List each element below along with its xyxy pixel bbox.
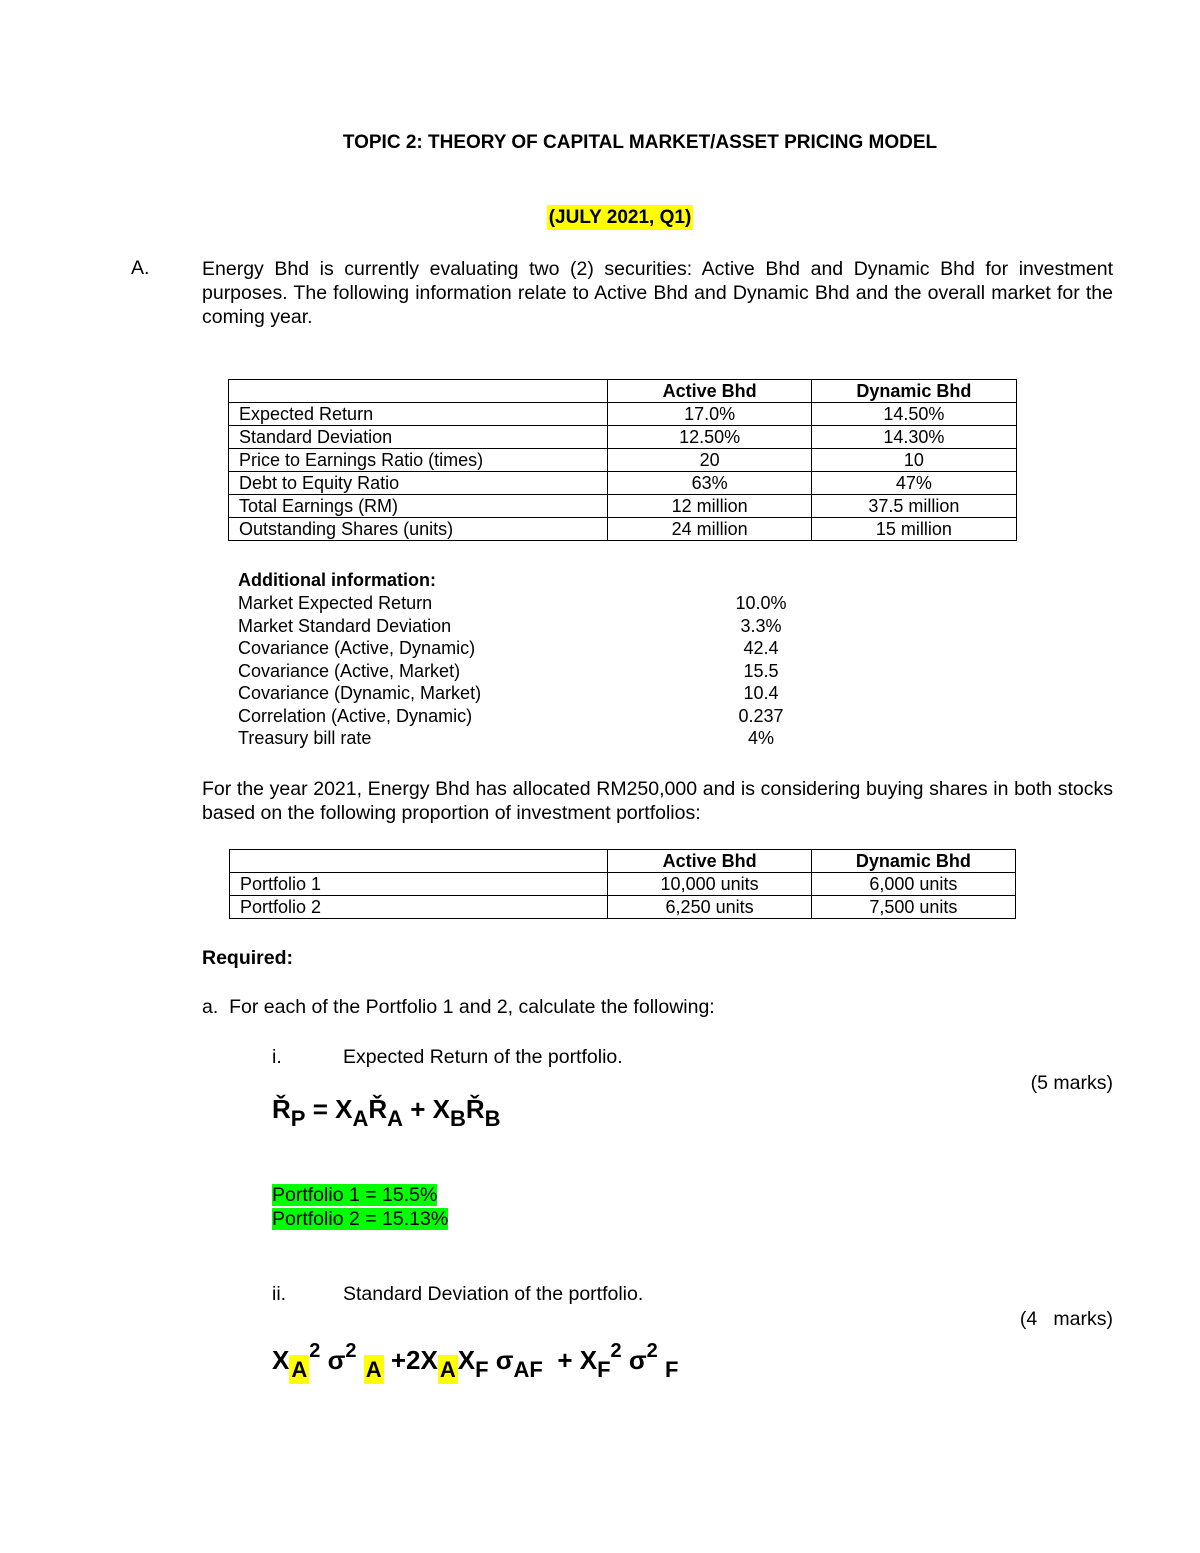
table-header-cell: Dynamic Bhd bbox=[811, 380, 1016, 403]
table-row bbox=[230, 896, 1016, 919]
table-header-row bbox=[230, 850, 1016, 873]
table-cell: 47% bbox=[811, 472, 1016, 495]
exam-reference bbox=[0, 207, 1200, 229]
table-row bbox=[229, 472, 1017, 495]
additional-info-heading: Additional information: bbox=[238, 570, 436, 590]
table-cell: 14.30% bbox=[811, 426, 1016, 449]
question-ii-text: Standard Deviation of the portfolio. bbox=[343, 1283, 644, 1305]
question-a: a. For each of the Portfolio 1 and 2, calculate the following: bbox=[202, 996, 715, 1018]
table-header-cell: Active Bhd bbox=[608, 850, 811, 873]
additional-info-label: Treasury bill rate bbox=[238, 728, 372, 748]
answer-portfolio-2: Portfolio 2 = 15.13% bbox=[272, 1208, 449, 1230]
table-cell: Portfolio 1 bbox=[230, 873, 608, 896]
additional-info-label: Covariance (Dynamic, Market) bbox=[238, 683, 482, 703]
section-marker: A. bbox=[131, 257, 150, 279]
table-cell: 10,000 units bbox=[608, 873, 811, 896]
question-i-marks: (5 marks) bbox=[1030, 1072, 1113, 1094]
table-header-cell: Dynamic Bhd bbox=[811, 850, 1015, 873]
table-cell: Portfolio 2 bbox=[230, 896, 608, 919]
question-i-text: Expected Return of the portfolio. bbox=[343, 1046, 623, 1068]
page-title: TOPIC 2: THEORY OF CAPITAL MARKET/ASSET PRICING MODEL bbox=[342, 132, 938, 153]
additional-info-value: 10.0% bbox=[735, 593, 787, 613]
table-cell: 12.50% bbox=[608, 426, 811, 449]
table-cell: Standard Deviation bbox=[229, 426, 608, 449]
table-cell: 24 million bbox=[608, 518, 811, 541]
allocation-text: For the year 2021, Energy Bhd has allocated RM250,000 and is considering buying shares in both stocks based on the following proportion of investment portfolios: bbox=[202, 778, 1113, 824]
additional-info-value: 0.237 bbox=[738, 706, 784, 726]
additional-info-label: Correlation (Active, Dynamic) bbox=[238, 706, 473, 726]
table-cell: 10 bbox=[811, 449, 1016, 472]
question-i-number: i. bbox=[272, 1046, 282, 1068]
table-cell: 6,000 units bbox=[811, 873, 1015, 896]
table-row bbox=[230, 873, 1016, 896]
required-heading: Required: bbox=[202, 947, 294, 969]
table-cell: 15 million bbox=[811, 518, 1016, 541]
additional-info-label: Market Expected Return bbox=[238, 593, 433, 613]
table-cell: Total Earnings (RM) bbox=[229, 495, 608, 518]
table-cell: 14.50% bbox=[811, 403, 1016, 426]
additional-info-label: Covariance (Active, Dynamic) bbox=[238, 638, 476, 658]
question-ii-marks: (4 marks) bbox=[1019, 1308, 1113, 1330]
answers-block bbox=[272, 1183, 448, 1231]
table-header-row bbox=[229, 380, 1017, 403]
table-header-cell bbox=[230, 850, 608, 873]
table-cell: Expected Return bbox=[229, 403, 608, 426]
question-ii-number: ii. bbox=[272, 1283, 287, 1305]
additional-info-value: 10.4 bbox=[743, 683, 779, 703]
standard-deviation-formula: $X_A^2$ $\sigma^2$ $_A +2X_AX_F$ $\sigma_{AF} + X_F^2$ $\sigma^2$ $_F$ bbox=[272, 1340, 679, 1382]
table-cell: 37.5 million bbox=[811, 495, 1016, 518]
table-cell: Outstanding Shares (units) bbox=[229, 518, 608, 541]
additional-info-label: Market Standard Deviation bbox=[238, 616, 452, 636]
table-row bbox=[229, 495, 1017, 518]
section-a-text: Energy Bhd is currently evaluating two (2) securities: Active Bhd and Dynamic Bhd for investment purposes. The following information relate to Active Bhd and Dynamic Bhd and the overall market for the coming year. bbox=[202, 258, 1113, 328]
table-cell: 17.0% bbox=[608, 403, 811, 426]
table-header-cell: Active Bhd bbox=[608, 380, 811, 403]
additional-info-value: 15.5 bbox=[743, 661, 779, 681]
table-row bbox=[229, 449, 1017, 472]
additional-info-value: 42.4 bbox=[743, 638, 779, 658]
portfolio-table bbox=[229, 849, 1016, 919]
table-cell: Price to Earnings Ratio (times) bbox=[229, 449, 608, 472]
table-cell: Debt to Equity Ratio bbox=[229, 472, 608, 495]
additional-info-label: Covariance (Active, Market) bbox=[238, 661, 461, 681]
exam-reference-text: (JULY 2021, Q1) bbox=[548, 207, 692, 228]
table-cell: 63% bbox=[608, 472, 811, 495]
table-header-cell bbox=[229, 380, 608, 403]
expected-return-formula: $Ř_P$ = $X_AŘ_A$ + $X_BŘ_B$ bbox=[272, 1094, 501, 1131]
table-cell: 7,500 units bbox=[811, 896, 1015, 919]
additional-info-value: 3.3% bbox=[740, 616, 782, 636]
table-row bbox=[229, 518, 1017, 541]
table-row bbox=[229, 403, 1017, 426]
answer-portfolio-1: Portfolio 1 = 15.5% bbox=[272, 1184, 438, 1206]
table-cell: 20 bbox=[608, 449, 811, 472]
table-row bbox=[229, 426, 1017, 449]
securities-table bbox=[228, 379, 1017, 541]
table-cell: 6,250 units bbox=[608, 896, 811, 919]
table-cell: 12 million bbox=[608, 495, 811, 518]
additional-info-value: 4% bbox=[747, 728, 774, 748]
